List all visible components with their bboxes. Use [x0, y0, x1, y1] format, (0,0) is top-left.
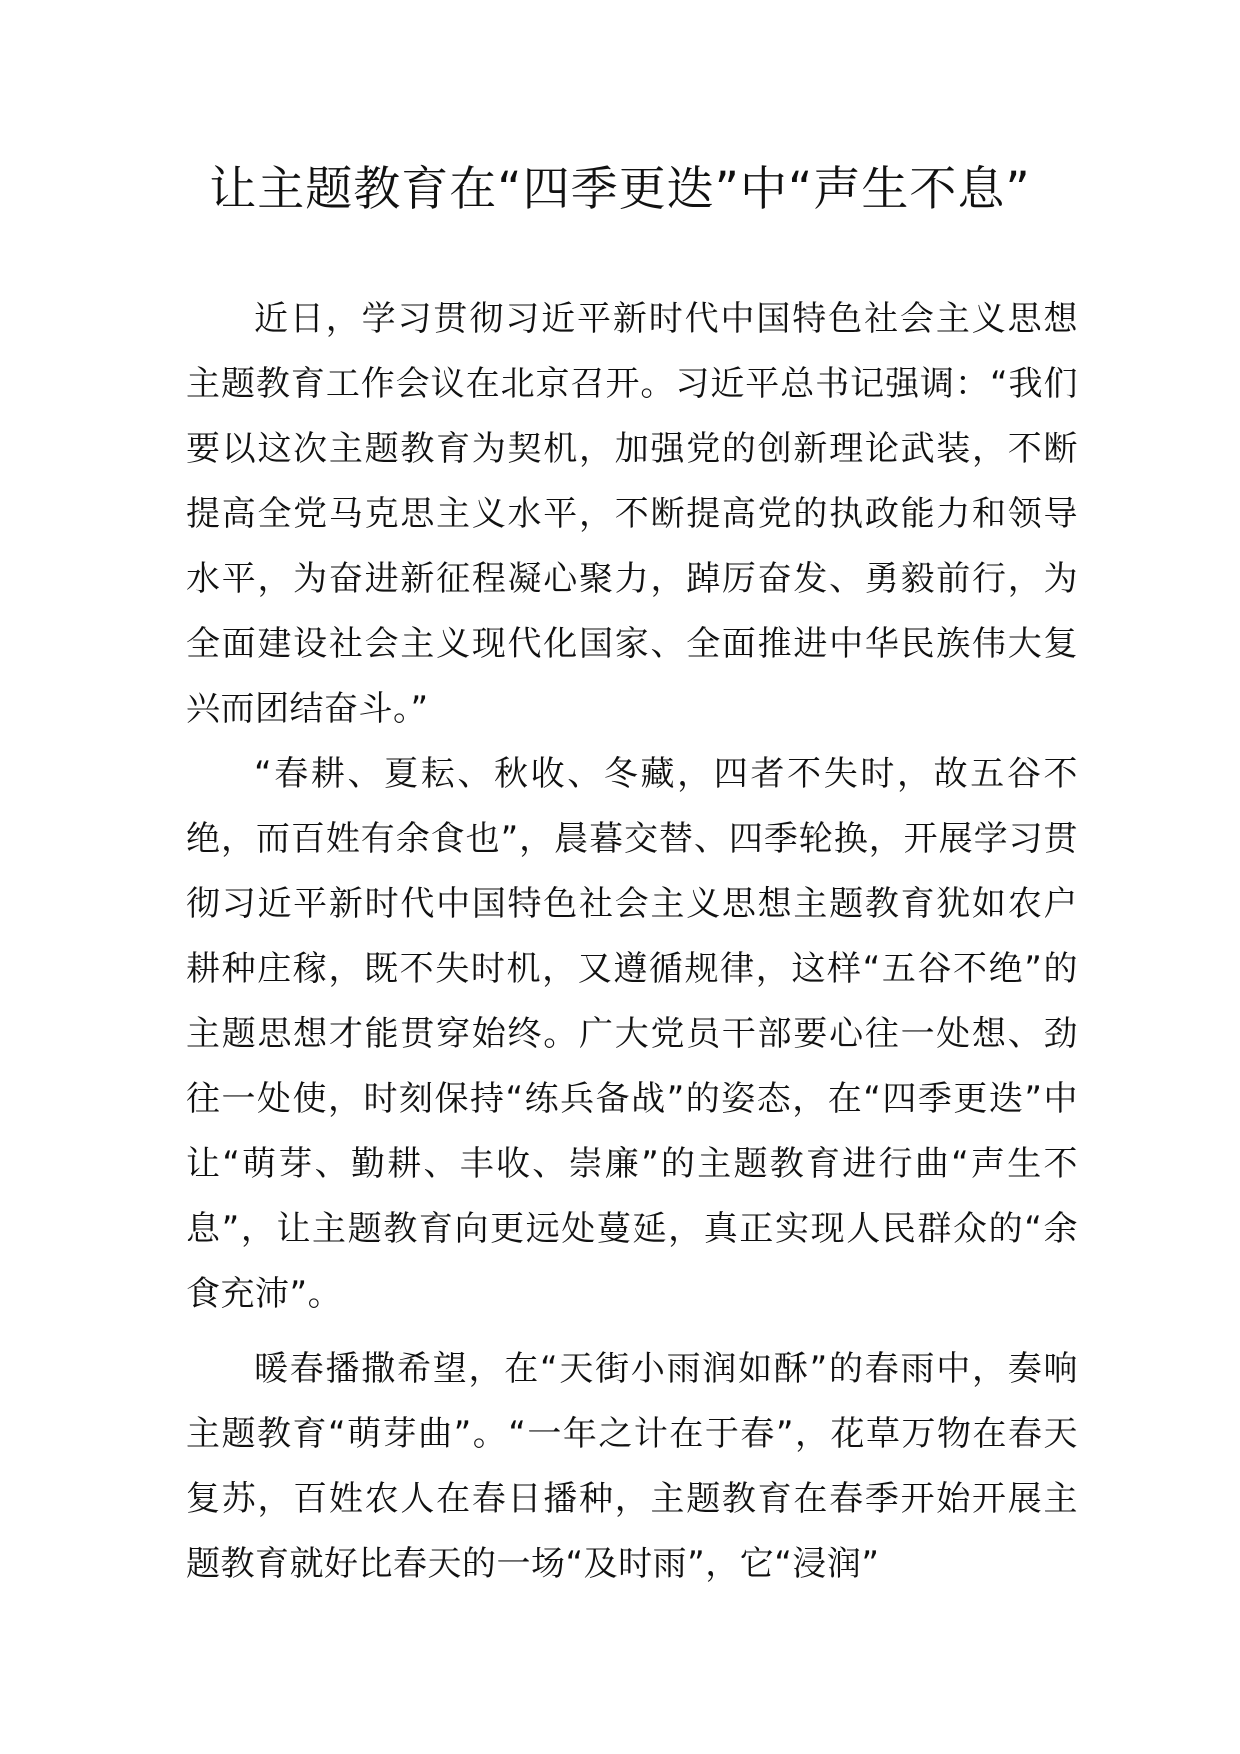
paragraph-1: 近日，学习贯彻习近平新时代中国特色社会主义思想主题教育工作会议在北京召开。习近平总书记强调：“我们要以这次主题教育为契机，加强党的创新理论武装，不断提高全党马克思主义水平，不断提高党的执政能力和领导水平，为奋进新征程凝心聚力，踔厉奋发、勇毅前行，为全面建设社会主义现代化国家、全面推进中华民族伟大复兴而团结奋斗。”	[186, 299, 1078, 729]
paragraph-2: “春耕、夏耘、秋收、冬藏，四者不失时，故五谷不绝，而百姓有余食也”，晨暮交替、四季轮换，开展学习贯彻习近平新时代中国特色社会主义思想主题教育犹如农户耕种庄稼，既不失时机，又遵循规律，这样“五谷不绝”的主题思想才能贯穿始终。广大党员干部要心往一处想、劲往一处使，时刻保持“练兵备战”的姿态，在“四季更迭”中让“萌芽、勤耕、丰收、崇廉”的主题教育进行曲“声生不息”，让主题教育向更远处蔓延，真正实现人民群众的“余食充沛”。	[186, 754, 1078, 1314]
document-body	[186, 287, 1078, 1597]
document-title: 让主题教育在“四季更迭”中“声生不息”	[209, 162, 1031, 217]
paragraph-3: 暖春播撒希望，在“天街小雨润如酥”的春雨中，奏响主题教育“萌芽曲”。“一年之计在于春”，花草万物在春天复苏，百姓农人在春日播种，主题教育在春季开始开展主题教育就好比春天的一场“及时雨”，它“浸润”	[186, 1349, 1078, 1584]
